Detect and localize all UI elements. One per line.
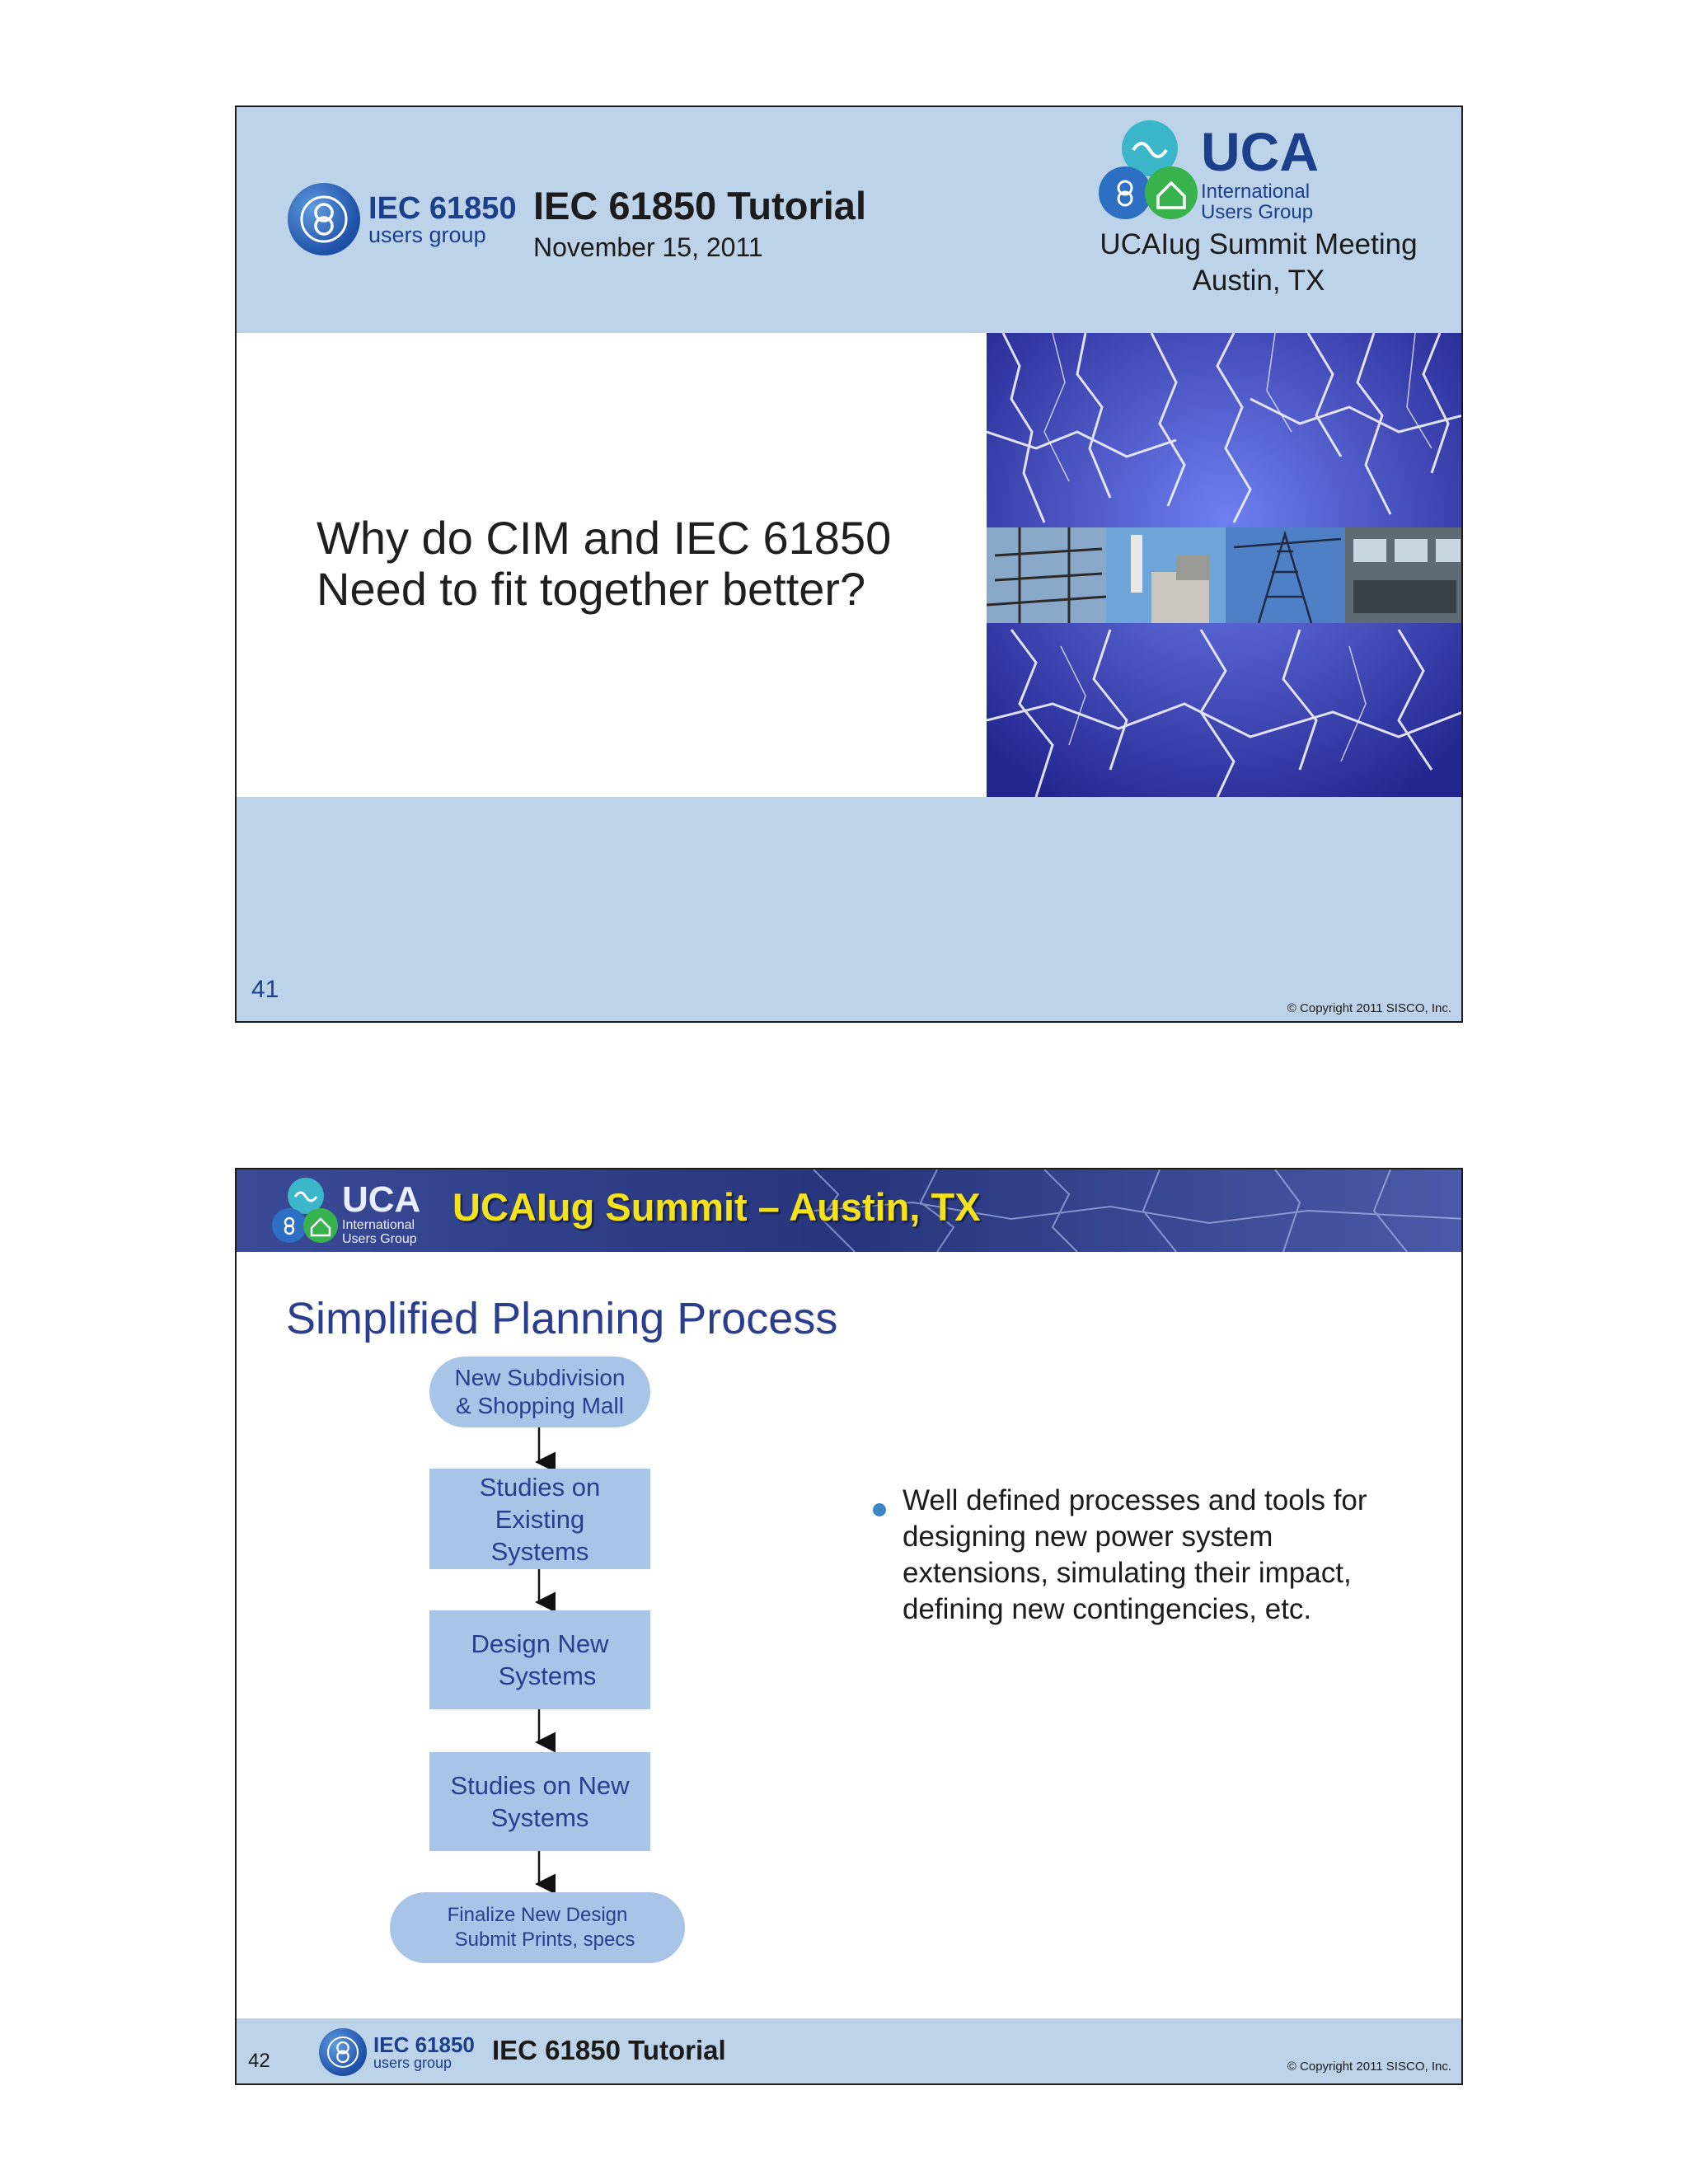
photo-strip bbox=[987, 527, 1463, 623]
iec-logo-line2: users group bbox=[368, 222, 486, 247]
flow-step-finalize-design bbox=[390, 1892, 685, 1963]
slide-number: 41 bbox=[251, 976, 279, 1003]
question-line1: Why do CIM and IEC 61850 bbox=[316, 512, 892, 564]
iec-logo-line2: users group bbox=[373, 2055, 452, 2071]
lightning-power-image bbox=[987, 333, 1463, 797]
meeting-name: UCAIug Summit Meeting bbox=[1100, 228, 1418, 260]
flow-step-2-line2: Existing bbox=[495, 1504, 585, 1534]
uca-logo-word: UCA bbox=[342, 1179, 421, 1220]
uca-logo-word: UCA bbox=[1201, 121, 1319, 182]
flow-step-4-line1: Studies on New bbox=[450, 1771, 630, 1800]
uca-logo-line2: Users Group bbox=[1201, 201, 1314, 224]
iec-logo-text bbox=[373, 2034, 475, 2070]
iec-logo-line1: IEC 61850 bbox=[373, 2032, 475, 2057]
flow-step-5-line1: Finalize New Design bbox=[447, 1904, 628, 1926]
flow-step-2-line1: Studies on bbox=[479, 1472, 601, 1502]
iec-61850-logo bbox=[288, 183, 517, 255]
slide-41 bbox=[235, 105, 1463, 1023]
uca-logo-line1: International bbox=[342, 1218, 415, 1232]
uca-logo-line1: International bbox=[1201, 180, 1311, 203]
iec-logo-line1: IEC 61850 bbox=[368, 190, 517, 226]
question-panel bbox=[237, 333, 987, 797]
banner-title: UCAIug Summit – Austin, TX bbox=[452, 1185, 981, 1229]
iec-logo-text bbox=[368, 190, 517, 247]
copyright: © Copyright 2011 SISCO, Inc. bbox=[1287, 2060, 1451, 2074]
lightning-photo-collage bbox=[987, 333, 1463, 797]
flow-step-3-line1: Design New bbox=[471, 1629, 609, 1658]
flow-step-5-line2: Submit Prints, specs bbox=[454, 1929, 635, 1951]
flow-step-1-line1: New Subdivision bbox=[454, 1365, 626, 1390]
meeting-location: Austin, TX bbox=[1192, 265, 1325, 297]
iec-logo-icon bbox=[319, 2028, 367, 2076]
flow-step-3-line2: Systems bbox=[498, 1661, 597, 1690]
copyright: © Copyright 2011 SISCO, Inc. bbox=[1287, 1001, 1451, 1015]
uca-logo bbox=[1092, 114, 1331, 229]
bullet-icon bbox=[873, 1503, 886, 1516]
flow-step-studies-existing bbox=[429, 1469, 650, 1569]
flow-step-1-line2: & Shopping Mall bbox=[456, 1393, 624, 1418]
slide-header bbox=[237, 107, 1461, 333]
flow-step-design-new bbox=[429, 1610, 650, 1709]
flow-step-studies-new bbox=[429, 1752, 650, 1851]
meeting-info bbox=[1028, 227, 1463, 299]
slide-heading: Simplified Planning Process bbox=[286, 1294, 838, 1343]
slide-42 bbox=[235, 1168, 1463, 2085]
bullet-text: Well defined processes and tools for designing new power system extensions, simulating their impact, defining new contingencies, etc. bbox=[903, 1484, 1367, 1625]
uca-logo-subtitle bbox=[1201, 181, 1313, 223]
slide-date: November 15, 2011 bbox=[533, 232, 763, 262]
flow-step-4-line2: Systems bbox=[490, 1803, 589, 1832]
uca-logo-line2: Users Group bbox=[342, 1231, 417, 1246]
question-text bbox=[316, 513, 891, 615]
flow-step-new-subdivision bbox=[429, 1357, 650, 1427]
slide-title: IEC 61850 Tutorial bbox=[533, 184, 866, 227]
flow-step-2-line3: Systems bbox=[490, 1536, 589, 1566]
iec-logo-icon bbox=[288, 183, 360, 255]
uca-circles-icon bbox=[1092, 114, 1216, 229]
footer-title: IEC 61850 Tutorial bbox=[492, 2035, 726, 2065]
iec-61850-logo bbox=[319, 2028, 475, 2076]
slide-footer bbox=[237, 2018, 1461, 2085]
slide-number: 42 bbox=[248, 2050, 270, 2072]
question-line2: Need to fit together better? bbox=[316, 563, 866, 615]
